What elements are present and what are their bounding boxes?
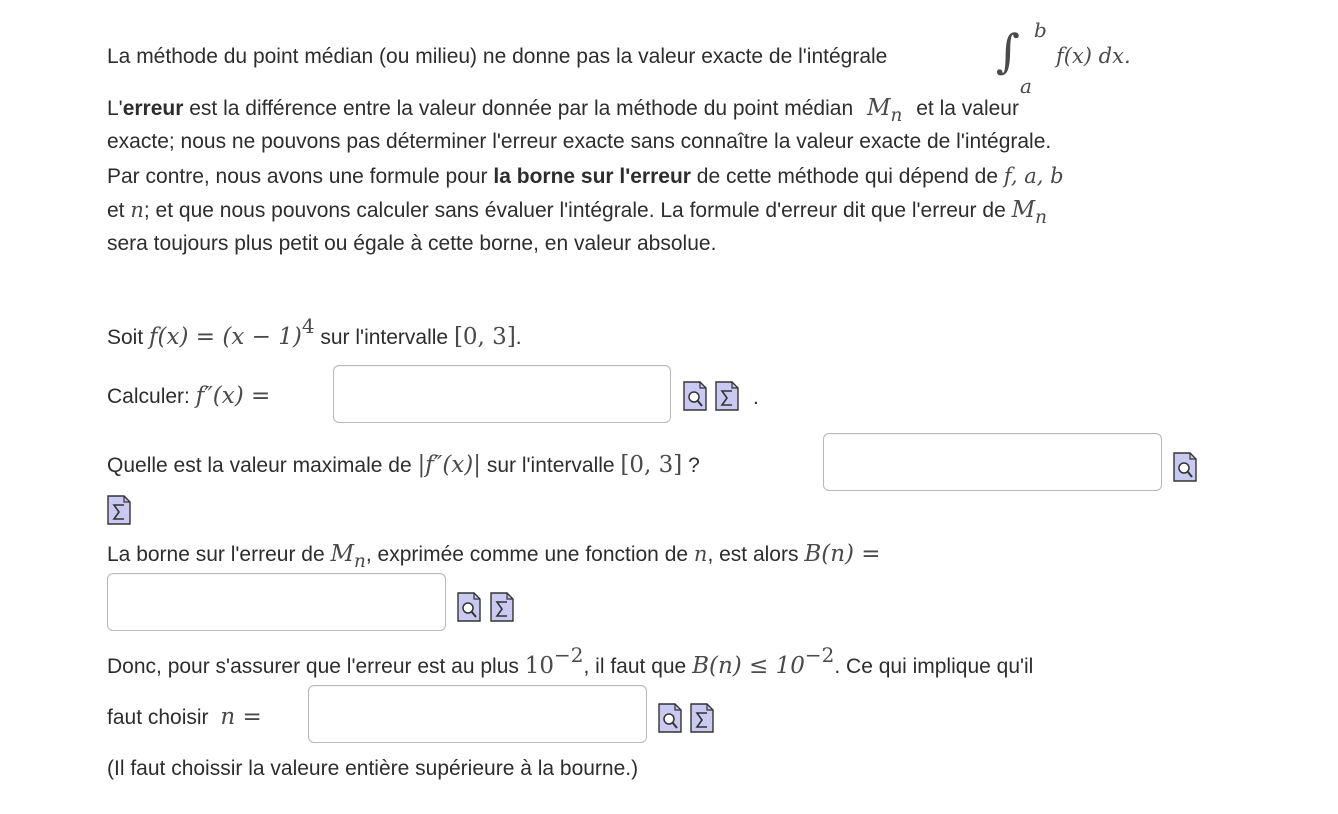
- interval: [0, 3]: [453, 324, 516, 350]
- intro-text: L': [107, 97, 123, 120]
- q3-text: ?: [682, 454, 700, 477]
- note-text: [107, 756, 638, 782]
- question-tolerance: [107, 643, 1034, 680]
- integral-expression: [996, 18, 1166, 98]
- second-derivative-expression: f″(x) =: [195, 383, 271, 409]
- q6-text: faut choisir: [107, 706, 215, 729]
- Mn-symbol: $M_n$: [866, 95, 903, 126]
- preview-icon[interactable]: [683, 381, 707, 411]
- n-input[interactable]: [308, 685, 647, 743]
- intro-text: est la différence entre la valeur donnée par la méthode du point médian: [183, 97, 854, 120]
- n-symbol: n: [693, 542, 708, 566]
- intro-line-2: [107, 95, 1019, 126]
- q4-text: , est alors: [707, 543, 805, 566]
- integral-sign: ∫: [996, 24, 1020, 78]
- intro-text: de cette méthode qui dépend de: [690, 165, 1004, 188]
- intro-text: et la valeur: [916, 97, 1019, 120]
- q1-text: Soit: [107, 326, 150, 349]
- integral-upper-bound: b: [1034, 18, 1047, 42]
- Mn-symbol: $M_n$: [330, 541, 366, 572]
- intro-line-5: [107, 197, 1047, 228]
- preview-icon[interactable]: [658, 703, 682, 733]
- erreur-bold: erreur: [122, 97, 184, 120]
- q5-text: . Ce qui implique qu'il: [834, 655, 1034, 678]
- bound-expression: B(n) =: [804, 541, 881, 567]
- question-max-value: [107, 452, 700, 479]
- exponent: −2: [554, 643, 584, 667]
- question-second-derivative: [107, 383, 270, 410]
- intro-text: et: [107, 199, 131, 222]
- ten: 10: [524, 653, 555, 679]
- intro-text: Par contre, nous avons une formule pour: [107, 165, 494, 188]
- question-function-def: [107, 314, 522, 351]
- vars-fab: f, a, b: [1003, 164, 1064, 188]
- bound-inequality: B(n) ≤ 10: [692, 653, 805, 679]
- function-expression: f(x) = (x − 1): [149, 324, 302, 350]
- integral-lower-bound: a: [1020, 74, 1032, 98]
- intro-line-1: [107, 44, 887, 70]
- q5-text: Donc, pour s'assurer que l'erreur est au plus: [107, 655, 525, 678]
- max-value-input[interactable]: [823, 433, 1162, 491]
- equation-editor-icon[interactable]: [490, 592, 514, 622]
- intro-line-3: [107, 129, 1051, 155]
- preview-icon[interactable]: [457, 592, 481, 622]
- intro-text: ; et que nous pouvons calculer sans évaluer l'intégrale. La formule d'erreur dit que l'erreur de: [143, 199, 1012, 222]
- equation-editor-icon[interactable]: [690, 703, 714, 733]
- n-expression: n =: [220, 704, 262, 730]
- integrand: f(x) dx.: [1056, 44, 1131, 68]
- trailing-period: .: [753, 386, 759, 409]
- second-derivative-input[interactable]: [333, 365, 671, 423]
- question-choose-n: [107, 704, 262, 731]
- question-error-bound: [107, 541, 881, 572]
- intro-text: sera toujours plus petit ou égale à cette borne, en valeur absolue.: [107, 232, 717, 255]
- q3-text: sur l'intervalle: [481, 454, 621, 477]
- equation-editor-icon[interactable]: [107, 495, 131, 525]
- n-symbol: n: [130, 198, 144, 222]
- equation-editor-icon[interactable]: [715, 381, 739, 411]
- q3-text: Quelle est la valeur maximale de: [107, 454, 418, 477]
- error-bound-input[interactable]: [107, 573, 446, 631]
- intro-text: La méthode du point médian (ou milieu) ne donne pas la valeur exacte de l'intégrale: [107, 45, 888, 68]
- q4-text: La borne sur l'erreur de: [107, 543, 331, 566]
- q1-text: .: [515, 326, 522, 349]
- borne-bold: la borne sur l'erreur: [493, 165, 691, 188]
- exponent: 4: [301, 314, 315, 338]
- intro-line-4: [107, 163, 1064, 190]
- intro-text: exacte; nous ne pouvons pas déterminer l'erreur exacte sans connaître la valeur exacte de l'intégrale.: [107, 130, 1052, 153]
- q2-label: Calculer:: [107, 385, 196, 408]
- q1-text: sur l'intervalle: [314, 326, 454, 349]
- q4-text: , exprimée comme une fonction de: [365, 543, 694, 566]
- intro-line-6: [107, 231, 716, 257]
- interval: [0, 3]: [620, 452, 683, 478]
- abs-second-derivative: |f″(x)|: [417, 452, 482, 478]
- note: (Il faut choissir la valeure entière supérieure à la bourne.): [107, 757, 639, 780]
- exponent: −2: [804, 643, 835, 667]
- preview-icon[interactable]: [1173, 452, 1197, 482]
- q5-text: , il faut que: [583, 655, 693, 678]
- Mn-symbol: $M_n$: [1011, 197, 1047, 228]
